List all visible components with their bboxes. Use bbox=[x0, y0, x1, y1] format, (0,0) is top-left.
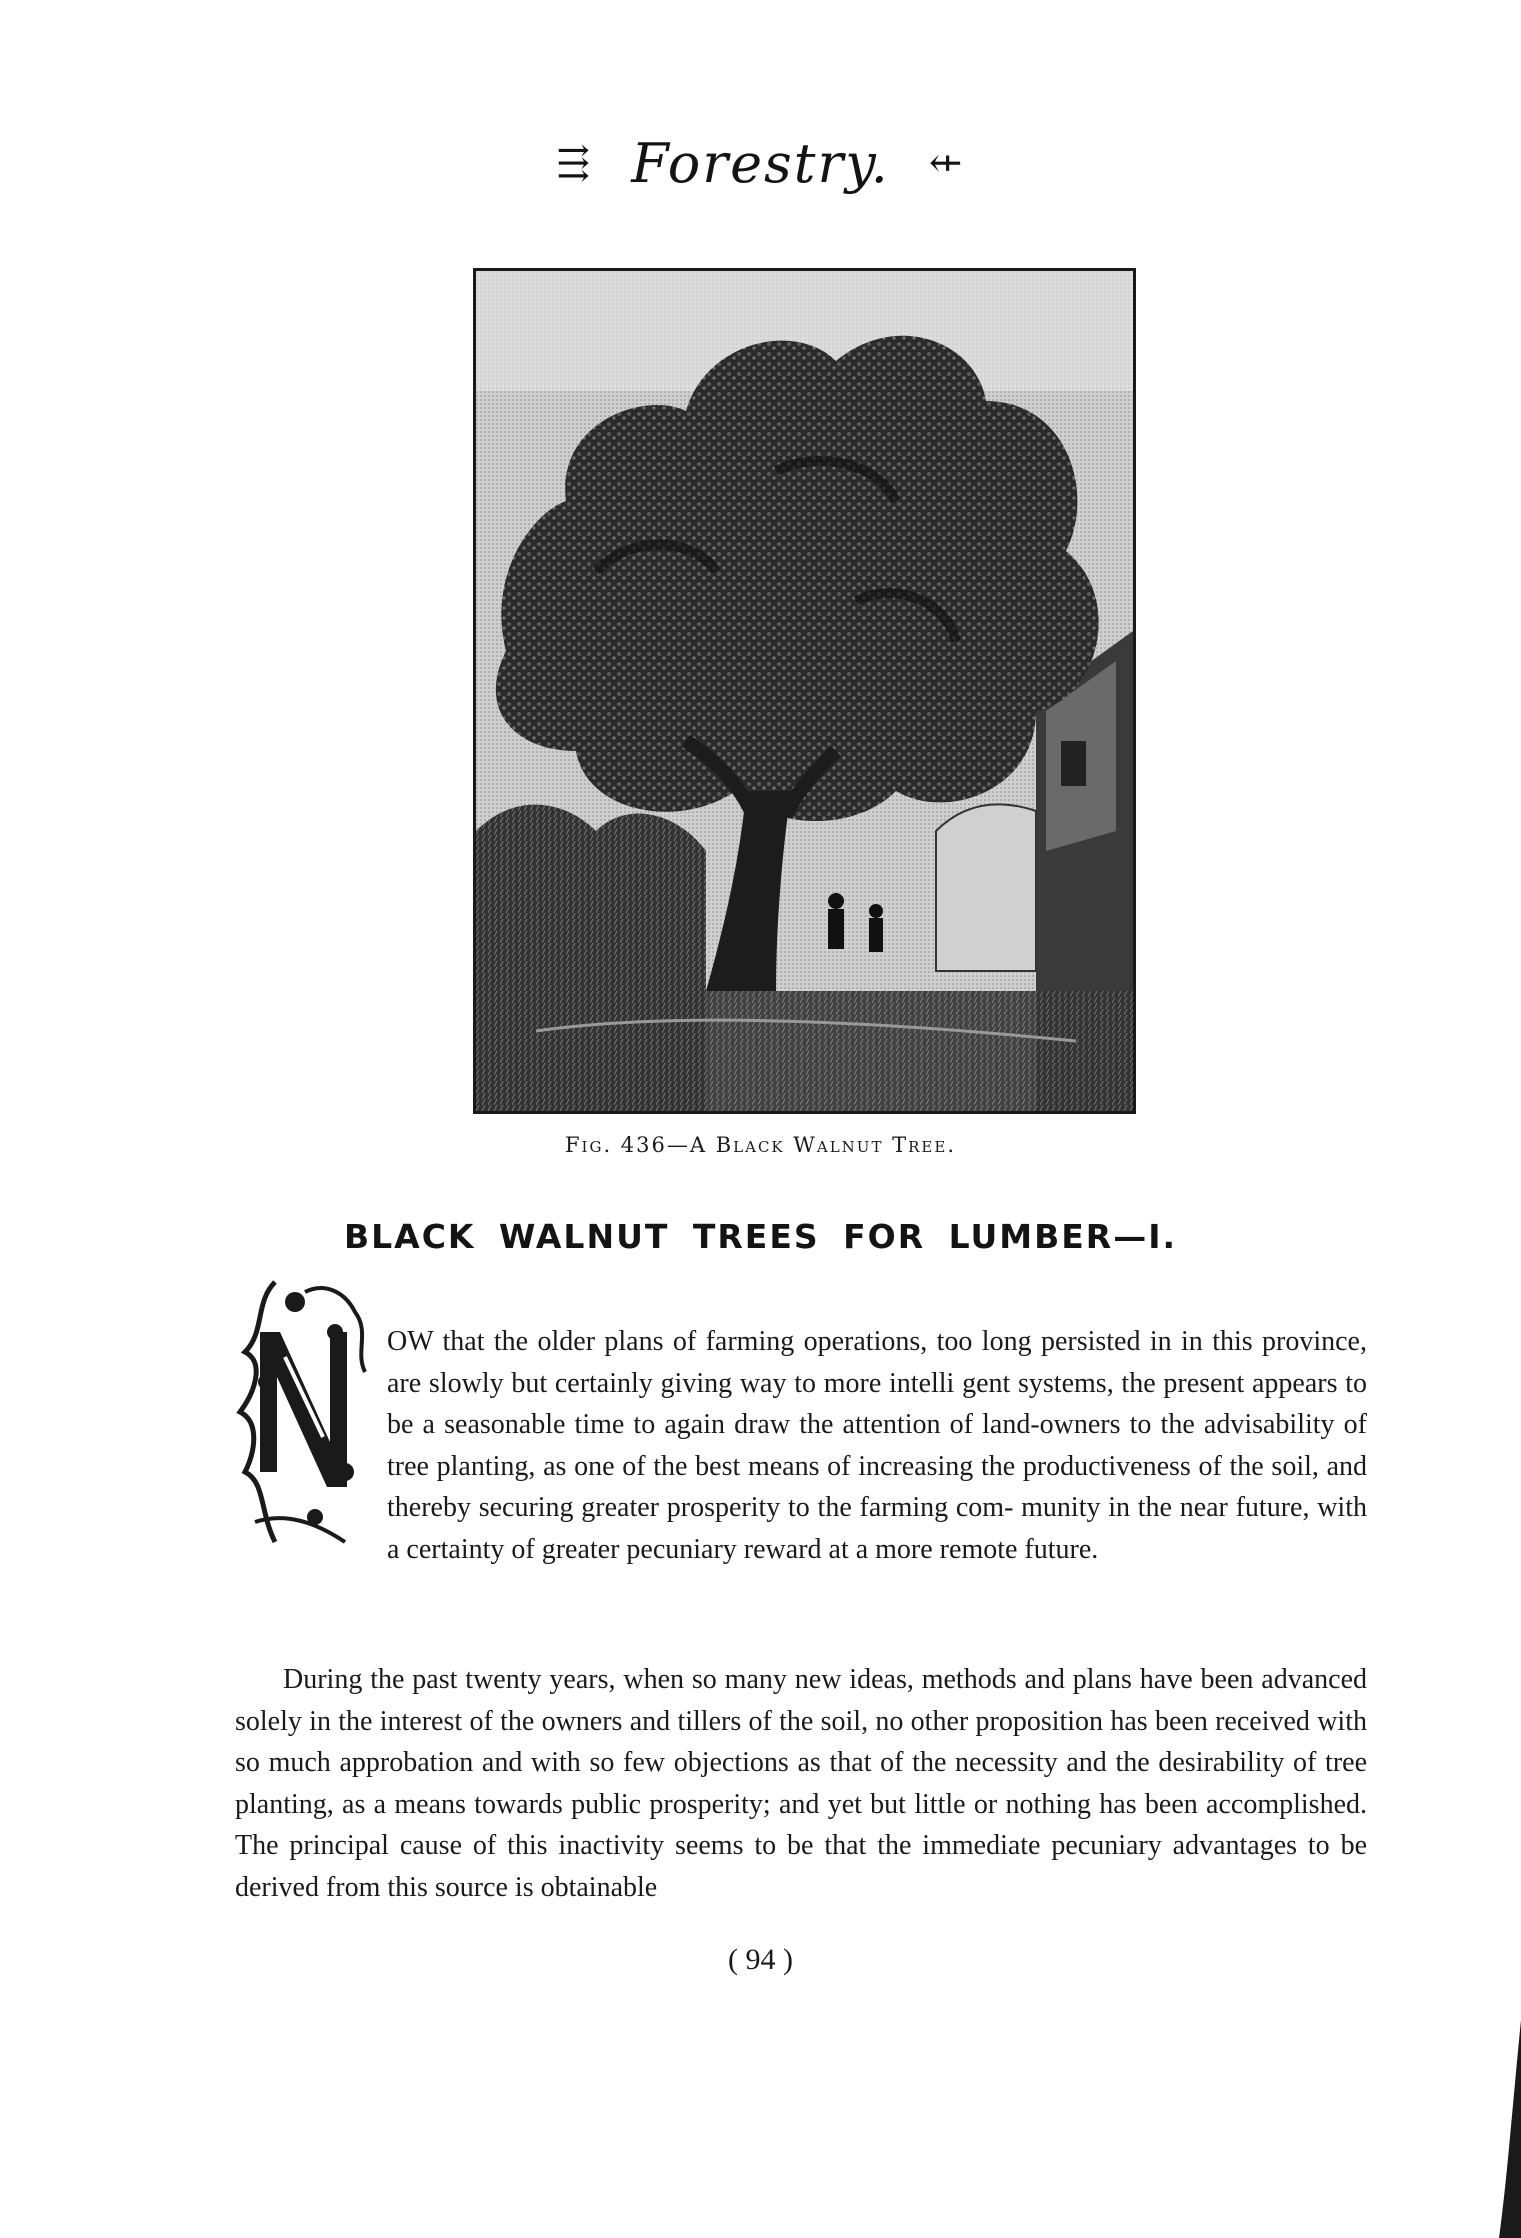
running-head bbox=[0, 132, 1521, 195]
right-ornament-icon: ⇷ bbox=[928, 140, 965, 186]
page-edge-shadow-icon bbox=[1499, 2020, 1521, 2238]
running-head-title: Forestry. bbox=[631, 132, 890, 195]
black-walnut-tree-illustration bbox=[473, 268, 1136, 1114]
figure-caption: Fig. 436—A Black Walnut Tree. bbox=[564, 1133, 957, 1157]
paragraph-1-text: OW that the older plans of farming operations, too long persisted in in this province, are slowly but certainly giving way to more intelli gent systems, the present appears to be a seasonable time to again draw the attention of land-owners to the advisability of tree planting, as one of the best means of increasing the productiveness of the soil, and thereby securing greater prosperity to the farming com- munity in the near future, with a certainty of greater pecuniary reward at a more remote future. bbox=[387, 1326, 1367, 1565]
paragraph-1 bbox=[235, 1321, 1367, 1613]
paragraph-2: During the past twenty years, when so many new ideas, methods and plans have been advanced solely in the interest of the owners and tillers of the soil, no other proposition has been received with so much approbation and with so few objections as that of the necessity and the desirability of tree planting, as a means towards public prosperity; and yet but little or nothing has been accomplished. The principal cause of this inactivity seems to be that the immediate pecuniary advantages to be derived from this source is obtainable bbox=[235, 1664, 1367, 1903]
left-ornament-icon: ⇶ bbox=[556, 140, 593, 186]
page-number: ( 94 ) bbox=[728, 1943, 793, 1976]
article-heading: BLACK WALNUT TREES FOR LUMBER—I. bbox=[343, 1217, 1178, 1256]
drop-cap-space bbox=[235, 1321, 387, 1613]
tree-engraving-icon bbox=[476, 271, 1133, 1111]
